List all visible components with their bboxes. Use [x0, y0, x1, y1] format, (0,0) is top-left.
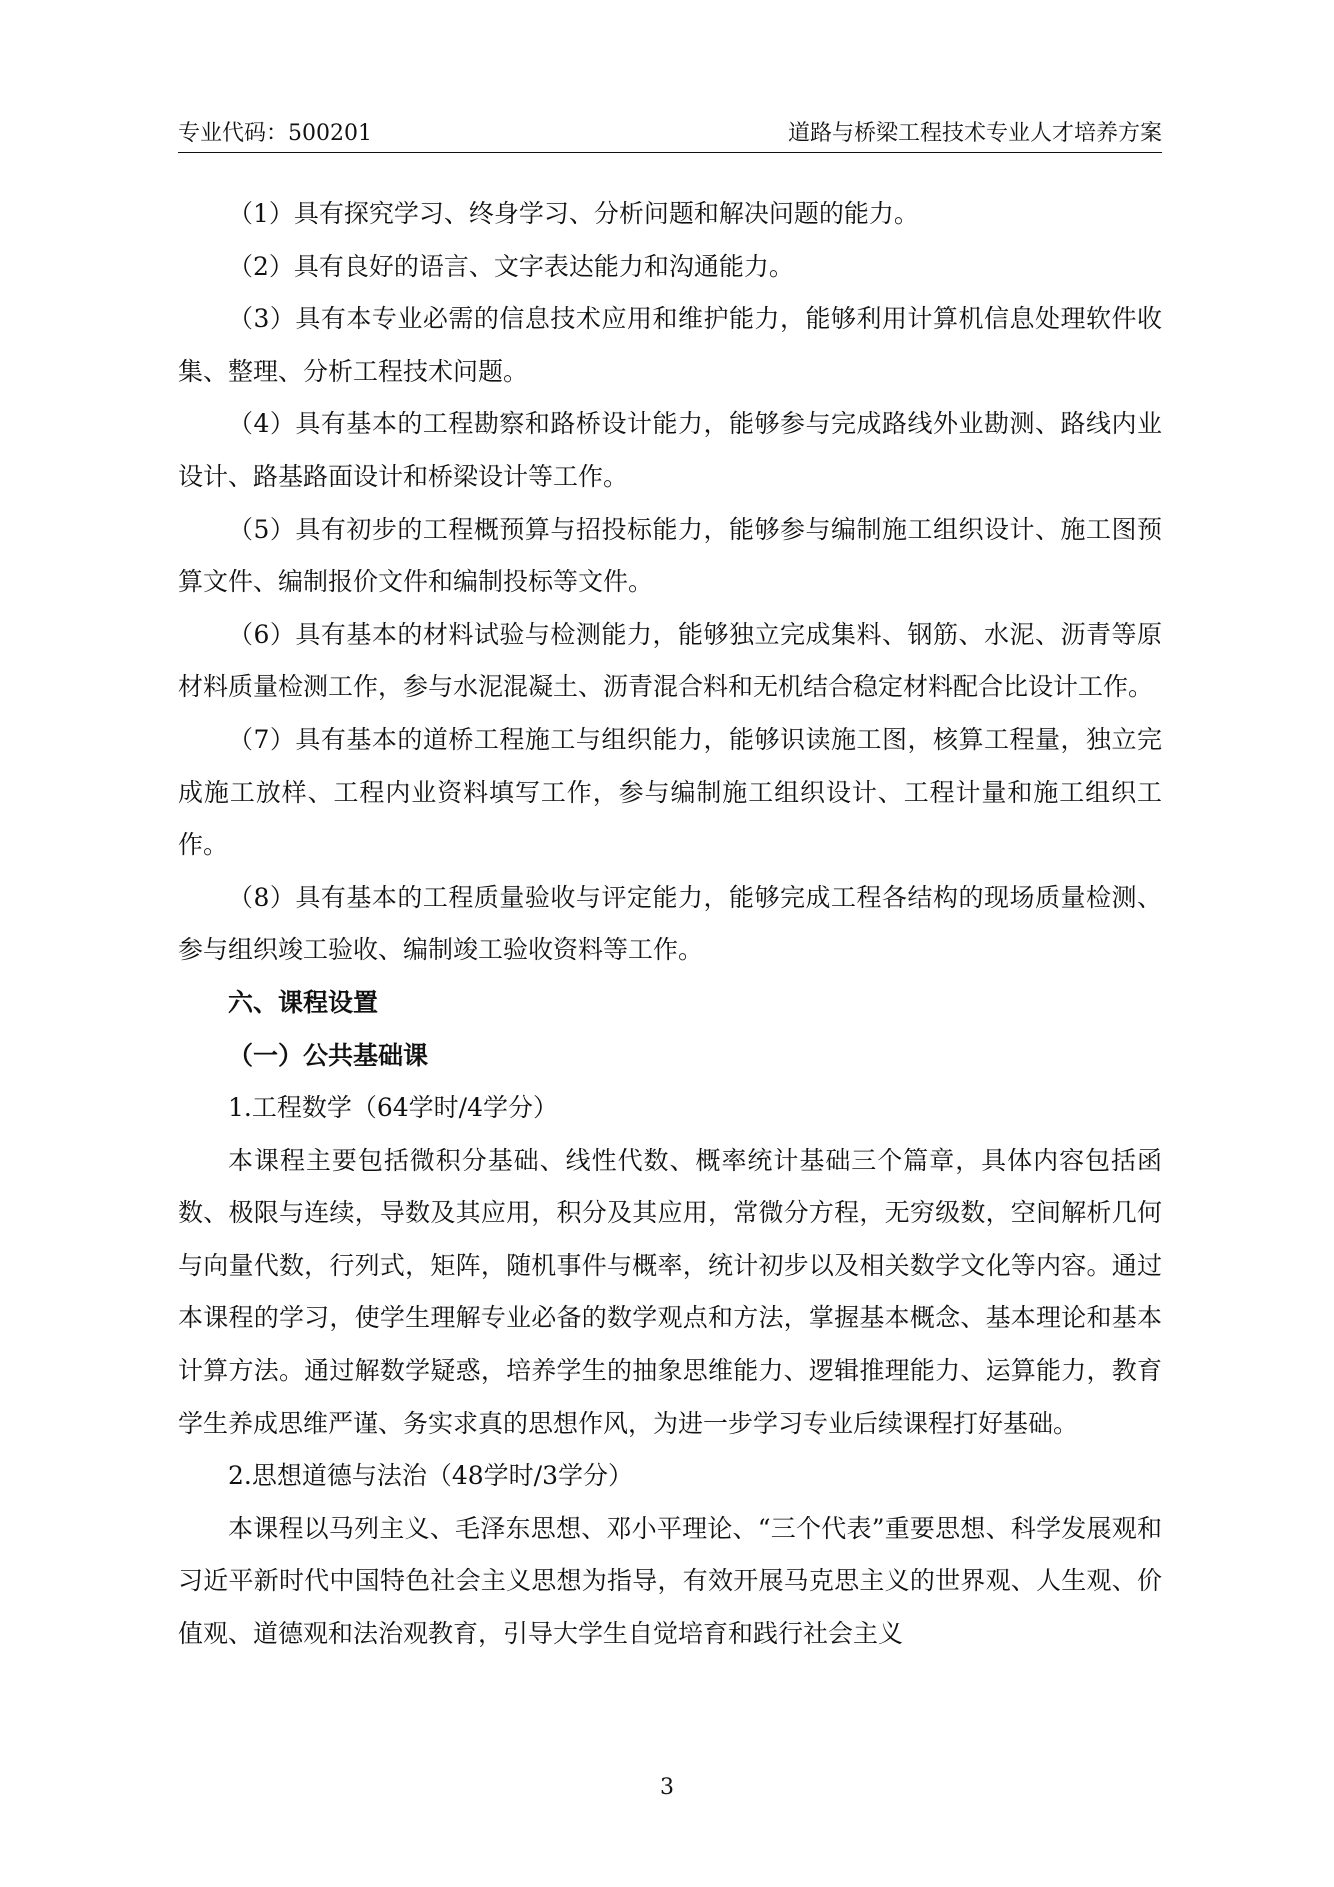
course-2-title: 2.思想道德与法治（48学时/3学分） — [228, 1461, 633, 1491]
header-document-title: 道路与桥梁工程技术专业人才培养方案 — [787, 121, 1162, 146]
course-1-description: 本课程主要包括微积分基础、线性代数、概率统计基础三个篇章，具体内容包括函数、极限与连续，导数及其应用，积分及其应用，常微分方程，无穷级数，空间解析几何与向量代数，行列式，矩阵，随机事件与概率，统计初步以及相关数学文化等内容。通过本课程的学习，使学生理解专业必备的数学观点和方法，掌握基本概念、基本理论和基本计算方法。通过解数学疑惑，培养学生的抽象思维能力、逻辑推理能力、运算能力，教育学生养成思维严谨、务实求真的思想作风，为进一步学习专业后续课程打好基础。 — [178, 1145, 1162, 1438]
ability-item-3: （3）具有本专业必需的信息技术应用和维护能力，能够利用计算机信息处理软件收集、整理、分析工程技术问题。 — [178, 304, 1162, 386]
section-heading: 六、课程设置 — [228, 987, 379, 1017]
ability-item-8: （8）具有基本的工程质量验收与评定能力，能够完成工程各结构的现场质量检测、参与组织竣工验收、编制竣工验收资料等工作。 — [178, 882, 1162, 965]
ability-item-7: （7）具有基本的道桥工程施工与组织能力，能够识读施工图，核算工程量，独立完成施工放样、工程内业资料填写工作，参与编制施工组织设计、工程计量和施工组织工作。 — [178, 724, 1162, 860]
subsection-heading: （一）公共基础课 — [228, 1040, 429, 1070]
ability-item-5: （5）具有初步的工程概预算与招投标能力，能够参与编制施工组织设计、施工图预算文件、编制报价文件和编制投标等文件。 — [178, 514, 1162, 597]
header-divider — [178, 152, 1162, 153]
page-number: 3 — [660, 1775, 674, 1800]
page-header — [178, 116, 1162, 152]
ability-item-4: （4）具有基本的工程勘察和路桥设计能力，能够参与完成路线外业勘测、路线内业设计、路基路面设计和桥梁设计等工作。 — [178, 409, 1162, 491]
course-1-title: 1.工程数学（64学时/4学分） — [228, 1093, 558, 1123]
ability-item-1: （1）具有探究学习、终身学习、分析问题和解决问题的能力。 — [228, 199, 919, 228]
header-program-code: 专业代码：500201 — [178, 121, 372, 146]
course-2-description: 本课程以马列主义、毛泽东思想、邓小平理论、“三个代表”重要思想、科学发展观和习近平新时代中国特色社会主义思想为指导，有效开展马克思主义的世界观、人生观、价值观、道德观和法治观教育，引导大学生自觉培育和践行社会主义 — [178, 1513, 1162, 1649]
page-body — [178, 188, 1162, 1661]
ability-item-2: （2）具有良好的语言、文字表达能力和沟通能力。 — [228, 251, 794, 281]
ability-item-6: （6）具有基本的材料试验与检测能力，能够独立完成集料、钢筋、水泥、沥青等原材料质量检测工作，参与水泥混凝土、沥青混合料和无机结合稳定材料配合比设计工作。 — [178, 619, 1162, 702]
